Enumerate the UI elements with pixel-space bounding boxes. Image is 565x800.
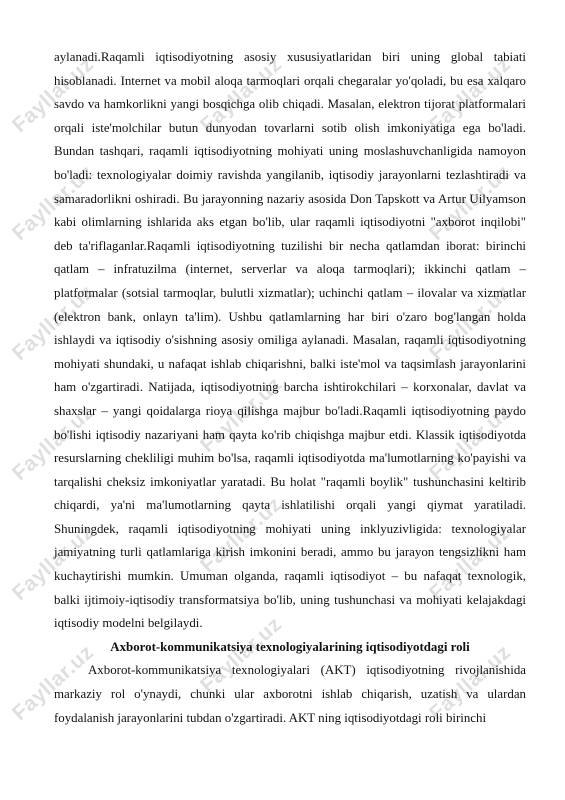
watermark: Fayllar.uz	[425, 520, 516, 606]
watermark: Fayllar.uz	[425, 280, 516, 366]
watermark: Fayllar.uz	[8, 52, 99, 138]
watermark: Fayllar.uz	[8, 520, 99, 606]
watermark: Fayllar.uz	[8, 280, 99, 366]
section-heading: Axborot-kommunikatsiya texnologiyalarining iqtisodiyotdagi roli	[110, 639, 470, 654]
watermark: Fayllar.uz	[425, 400, 516, 486]
body-paragraph: aylanadi.Raqamli iqtisodiyotning asosiy xususiyatlaridan biri uning global tabiati hisoblanadi. Internet va mobil aloqa tarmoqlari orqali chegaralar yo'qoladi, bu esa xalqaro savdo va hamkorlikni yangi bosqichga olib chiqadi. Masalan, elektron tijorat platformalari orqali iste'molchilar butun dunyodan tovarlarni sotib olish imkoniyatiga ega bo'ladi. Bundan tashqari, raqamli iqtisodiyotning mohiyati uning moslashuvchanligida namoyon bo'ladi: texnologiyalar doimiy ravishda yangilanib, iqtisodiy jarayonlarni tezlashtiradi va samaradorlikni oshiradi. Bu jarayonning nazariy asosida Don Tapskott va Artur Uilyamson kabi olimlarning ishlarida aks etgan bo'lib, ular raqamli iqtisodiyotni "axborot inqilobi" deb ta'riflaganlar.Raqamli iqtisodiyotning tuzilishi bir necha qatlamdan iborat: birinchi qatlam – infratuzilma (internet, serverlar va aloqa tarmoqlari); ikkinchi qatlam – platformalar (sotsial tarmoqlar, bulutli xizmatlar); uchinchi qatlam – ilovalar va xizmatlar (elektron bank, onlayn ta'lim). Ushbu qatlamlarning har biri o'zaro bog'langan holda ishlaydi va iqtisodiy o'sishning asosiy omiliga aylanadi. Masalan, raqamli iqtisodiyotning mohiyati shundaki, u nafaqat ishlab chiqarishni, balki iste'mol va taqsimlash jarayonlarini ham o'zgartiradi. Natijada, iqtisodiyotning barcha ishtirokchilari – korxonalar, davlat va shaxslar – yangi qoidalarga rioya qilishga majbur bo'ladi.Raqamli iqtisodiyotning paydo bo'lishi iqtisodiy nazariyani ham qayta ko'rib chiqishga majbur etdi. Klassik iqtisodiyotda resurslarning chekliligi muhim bo'lsa, raqamli iqtisodiyotda ma'lumotlarning ko'payishi va tarqalishi cheksiz imkoniyatlar yaratadi. Bu holat "raqamli boylik" tushunchasini keltirib chiqardi, ya'ni ma'lumotlarning qayta ishlatilishi orqali yangi qiymat yaratiladi. Shuningdek, raqamli iqtisodiyotning mohiyati uning inklyuzivligida: texnologiyalar jamiyatning turli qatlamlariga kirish imkonini beradi, ammo bu jarayon tengsizlikni ham kuchaytirishi mumkin. Umuman olganda, raqamli iqtisodiyot – bu nafaqat texnologik, balki ijtimoiy-iqtisodiy transformatsiya bo'lib, uning tushunchasi va mohiyati kelajakdagi iqtisodiy modelni belgilaydi.	[54, 50, 526, 631]
watermark: Fayllar.uz	[196, 492, 287, 578]
watermark: Fayllar.uz	[425, 52, 516, 138]
watermark: Fayllar.uz	[8, 640, 99, 726]
watermark: Fayllar.uz	[196, 372, 287, 458]
watermark: Fayllar.uz	[196, 612, 287, 698]
watermark: Fayllar.uz	[8, 400, 99, 486]
document-body	[54, 46, 526, 730]
watermark: Fayllar.uz	[8, 160, 99, 246]
watermark: Fayllar.uz	[196, 52, 287, 138]
body-paragraph: Axborot-kommunikatsiya texnologiyalari (AKT) iqtisodiyotning rivojlanishida markaziy rol o'ynaydi, chunki ular axborotni ishlab chiqarish, uzatish va ulardan foydalanish jarayonlarini tubdan o'zgartiradi. AKT ning iqtisodiyotdagi roli birinchi	[54, 663, 526, 725]
watermark: Fayllar.uz	[425, 160, 516, 246]
watermark: Fayllar.uz	[425, 640, 516, 726]
